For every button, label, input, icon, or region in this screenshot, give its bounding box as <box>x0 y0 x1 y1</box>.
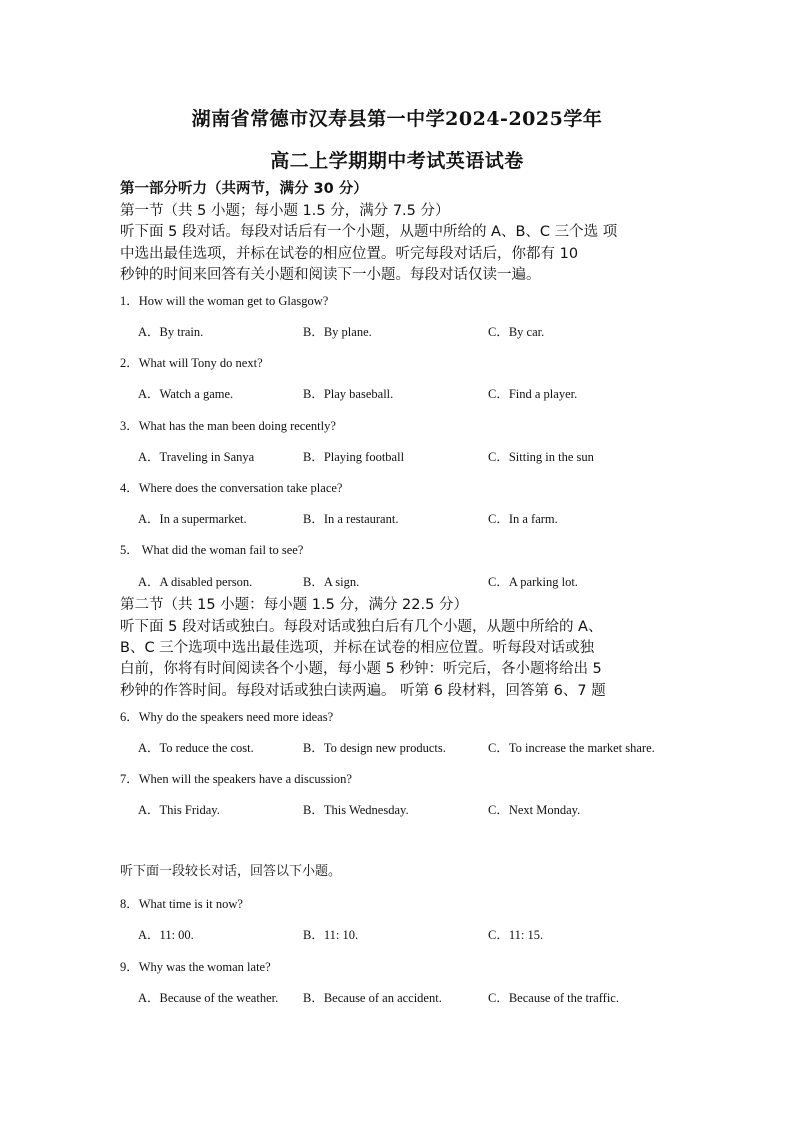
q4-option-b: B．In a restaurant. <box>303 512 399 526</box>
section2-heading: 第二节（共 15 小题：每小题 1.5 分，满分 22.5 分） <box>120 597 468 613</box>
q7-option-c: C．Next Monday. <box>488 803 581 817</box>
q5-option-a: A．A disabled person. <box>138 575 253 589</box>
question-3: 3．What has the man been doing recently? <box>120 419 336 433</box>
question-9: 9．Why was the woman late? <box>120 960 271 974</box>
long-dialog-note: 听下面一段较长对话，回答以下小题。 <box>120 864 342 879</box>
section1-instruction-line: 中选出最佳选项，并标在试卷的相应位置。听完每段对话后，你都有 10 <box>120 246 579 262</box>
q4-option-a: A．In a supermarket. <box>138 512 247 526</box>
exam-title-line1: 湖南省常德市汉寿县第一中学2024-2025学年 <box>191 108 603 130</box>
section1-heading: 第一节（共 5 小题；每小题 1.5 分，满分 7.5 分） <box>120 203 450 219</box>
q2-option-a: A．Watch a game. <box>138 387 234 401</box>
q8-option-a: A．11: 00. <box>138 928 194 942</box>
q1-option-a: A．By train. <box>138 325 204 339</box>
q7-option-b: B．This Wednesday. <box>303 803 409 817</box>
q6-option-b: B．To design new products. <box>303 741 446 755</box>
part1-heading: 第一部分听力（共两节，满分 30 分） <box>120 181 368 197</box>
q9-option-c: C．Because of the traffic. <box>488 991 619 1005</box>
q6-option-c: C．To increase the market share. <box>488 741 655 755</box>
question-5: 5． What did the woman fail to see? <box>120 543 304 557</box>
section2-instruction-line: B、C 三个选项中选出最佳选项，并标在试卷的相应位置。听每段对话或独 <box>120 640 595 656</box>
q8-option-c: C．11: 15. <box>488 928 544 942</box>
exam-title-line2: 高二上学期期中考试英语试卷 <box>270 150 524 172</box>
q5-option-b: B．A sign. <box>303 575 360 589</box>
section2-instruction-line: 听下面 5 段对话或独白。每段对话或独白后有几个小题，从题中所给的 A、 <box>120 619 603 635</box>
q2-option-b: B．Play baseball. <box>303 387 394 401</box>
q6-option-a: A．To reduce the cost. <box>138 741 254 755</box>
question-2: 2．What will Tony do next? <box>120 356 263 370</box>
q3-option-b: B．Playing football <box>303 450 405 464</box>
q7-option-a: A．This Friday. <box>138 803 220 817</box>
question-1: 1．How will the woman get to Glasgow? <box>120 294 329 308</box>
q2-option-c: C．Find a player. <box>488 387 578 401</box>
q9-option-a: A．Because of the weather. <box>138 991 279 1005</box>
question-6: 6．Why do the speakers need more ideas? <box>120 710 334 724</box>
question-8: 8．What time is it now? <box>120 897 243 911</box>
q3-option-c: C．Sitting in the sun <box>488 450 594 464</box>
section2-instruction-line: 秒钟的作答时间。每段对话或独白读两遍。 听第 6 段材料，回答第 6、7 题 <box>120 683 606 699</box>
section1-instruction-line: 秒钟的时间来回答有关小题和阅读下一小题。每段对话仅读一遍。 <box>120 267 541 283</box>
q4-option-c: C．In a farm. <box>488 512 558 526</box>
section2-instruction-line: 白前，你将有时间阅读各个小题，每小题 5 秒钟：听完后，各小题将给出 5 <box>120 661 602 677</box>
q1-option-b: B．By plane. <box>303 325 372 339</box>
q5-option-c: C．A parking lot. <box>488 575 578 589</box>
question-7: 7．When will the speakers have a discussion? <box>120 772 352 786</box>
q8-option-b: B．11: 10. <box>303 928 359 942</box>
q9-option-b: B．Because of an accident. <box>303 991 442 1005</box>
section1-instruction-line: 听下面 5 段对话。每段对话后有一个小题，从题中所给的 A、B、C 三个选 项 <box>120 224 618 240</box>
q1-option-c: C．By car. <box>488 325 545 339</box>
q3-option-a: A．Traveling in Sanya <box>138 450 255 464</box>
question-4: 4．Where does the conversation take place? <box>120 481 343 495</box>
